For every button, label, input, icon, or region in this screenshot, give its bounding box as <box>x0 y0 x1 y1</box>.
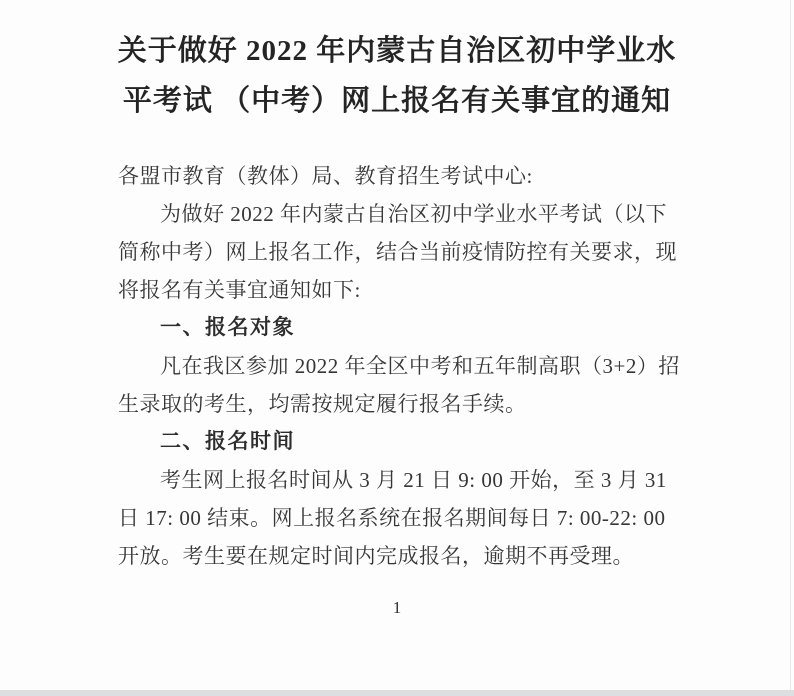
paragraph-2-line-1: 凡在我区参加 2022 年全区中考和五年制高职（3+2）招 <box>160 354 680 378</box>
paragraph-1-line-2: 简称中考）网上报名工作，结合当前疫情防控有关要求，现 <box>118 240 677 264</box>
section-heading-2: 二、报名时间 <box>160 430 295 453</box>
salutation-line: 各盟市教育（教体）局、教育招生考试中心: <box>118 164 533 188</box>
paragraph-2-line-2: 生录取的考生，均需按规定履行报名手续。 <box>118 392 527 416</box>
title-line-1: 关于做好 2022 年内蒙古自治区初中学业水 <box>117 35 677 67</box>
document-body <box>118 157 686 575</box>
page-number: 1 <box>392 598 402 617</box>
section-heading-1: 一、报名对象 <box>160 316 295 339</box>
paragraph-3-line-3: 开放。考生要在规定时间内完成报名，逾期不再受理。 <box>118 544 634 568</box>
scan-right-edge <box>790 0 791 690</box>
paragraph-1-line-1: 为做好 2022 年内蒙古自治区初中学业水平考试（以下 <box>160 202 667 226</box>
paragraph-3-line-2: 日 17: 00 结束。网上报名系统在报名期间每日 7: 00-22: 00 <box>118 506 666 530</box>
document-title <box>97 26 697 126</box>
paragraph-3-line-1: 考生网上报名时间从 3 月 21 日 9: 00 开始，至 3 月 31 <box>160 468 667 492</box>
scan-bottom-edge <box>0 690 794 696</box>
paragraph-1-line-3: 将报名有关事宜通知如下: <box>118 278 361 302</box>
title-line-2: 平考试 （中考）网上报名有关事宜的通知 <box>122 85 672 117</box>
